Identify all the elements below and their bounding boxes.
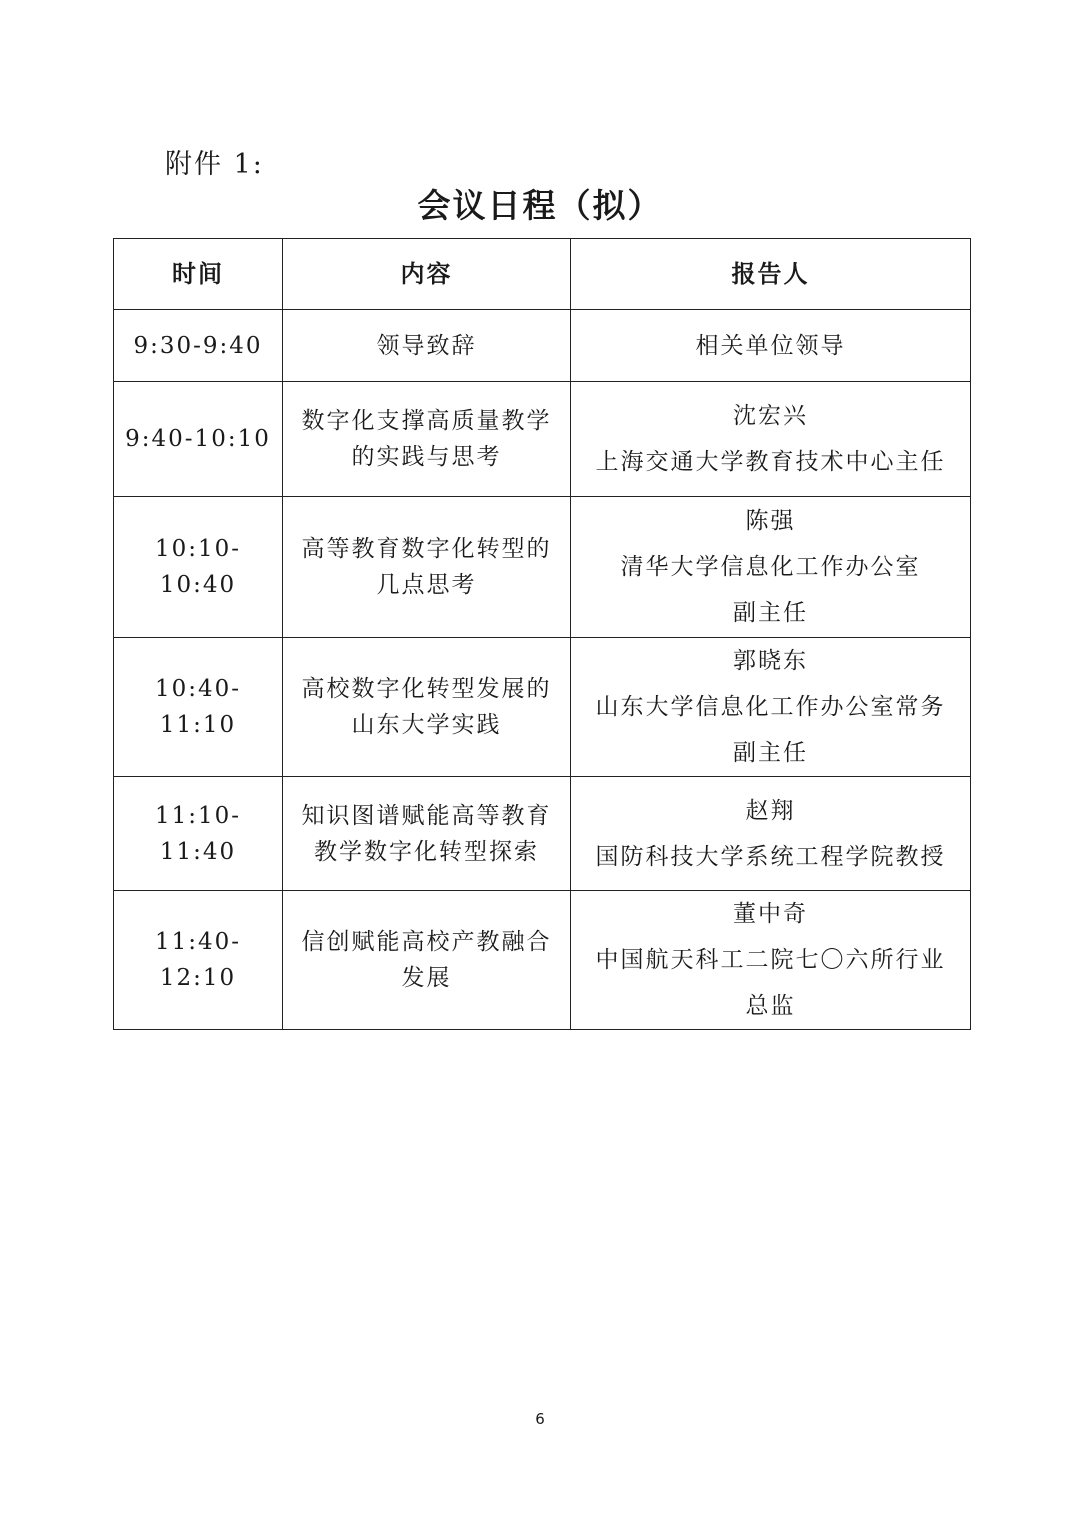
cell-time: 10:10-10:40 xyxy=(114,497,283,638)
cell-time: 10:40-11:10 xyxy=(114,638,283,777)
speaker-title: 副主任 xyxy=(733,740,808,766)
content-line: 发展 xyxy=(401,965,452,991)
table-row xyxy=(114,777,971,891)
speaker-name: 沈宏兴 xyxy=(733,403,808,429)
content-line: 山东大学实践 xyxy=(351,712,502,738)
speaker-title: 总监 xyxy=(745,993,796,1019)
cell-time: 11:40-12:10 xyxy=(114,891,283,1030)
content-line: 的实践与思考 xyxy=(351,444,502,470)
speaker-title: 中国航天科工二院七〇六所行业 xyxy=(595,947,946,973)
speaker-title: 山东大学信息化工作办公室常务 xyxy=(595,694,946,720)
cell-speaker xyxy=(571,891,971,1030)
speaker-name: 陈强 xyxy=(745,508,796,534)
table-row xyxy=(114,891,971,1030)
cell-content xyxy=(283,310,571,382)
table-row xyxy=(114,310,971,382)
cell-time: 11:10-11:40 xyxy=(114,777,283,891)
speaker-name: 赵翔 xyxy=(745,797,796,824)
table-header-row xyxy=(114,239,971,310)
speaker-title: 清华大学信息化工作办公室 xyxy=(620,554,921,580)
speaker-title: 副主任 xyxy=(733,600,808,626)
cell-speaker xyxy=(571,638,971,777)
cell-content xyxy=(283,777,571,891)
cell-speaker xyxy=(571,382,971,497)
cell-content xyxy=(283,638,571,777)
speaker-name: 郭晓东 xyxy=(733,648,808,674)
header-content: 内容 xyxy=(283,239,571,310)
table-row xyxy=(114,638,971,777)
speaker-title: 上海交通大学教育技术中心主任 xyxy=(595,449,946,475)
cell-time: 9:40-10:10 xyxy=(114,382,283,497)
cell-content xyxy=(283,382,571,497)
speaker-line: 相关单位领导 xyxy=(695,332,846,359)
schedule-table xyxy=(113,238,971,1030)
speaker-title: 国防科技大学系统工程学院教授 xyxy=(595,843,946,870)
table-row xyxy=(114,382,971,497)
cell-speaker xyxy=(571,310,971,382)
content-line: 高等教育数字化转型的 xyxy=(301,536,552,562)
document-title: 会议日程（拟） xyxy=(417,186,663,225)
content-line: 领导致辞 xyxy=(376,332,477,359)
header-speaker: 报告人 xyxy=(571,239,971,310)
table-row xyxy=(114,497,971,638)
cell-content xyxy=(283,497,571,638)
content-line: 数字化支撑高质量教学 xyxy=(301,408,552,434)
content-line: 高校数字化转型发展的 xyxy=(301,676,552,702)
content-line: 几点思考 xyxy=(376,572,477,598)
attachment-label: 附件 1: xyxy=(165,149,264,180)
cell-speaker xyxy=(571,777,971,891)
cell-content xyxy=(283,891,571,1030)
cell-speaker xyxy=(571,497,971,638)
cell-time: 9:30-9:40 xyxy=(114,310,283,382)
content-line: 知识图谱赋能高等教育 xyxy=(301,802,552,829)
speaker-name: 董中奇 xyxy=(733,901,808,927)
content-line: 教学数字化转型探索 xyxy=(314,838,539,865)
header-time: 时间 xyxy=(114,239,283,310)
page-number: 6 xyxy=(535,1410,545,1428)
content-line: 信创赋能高校产教融合 xyxy=(301,929,552,955)
